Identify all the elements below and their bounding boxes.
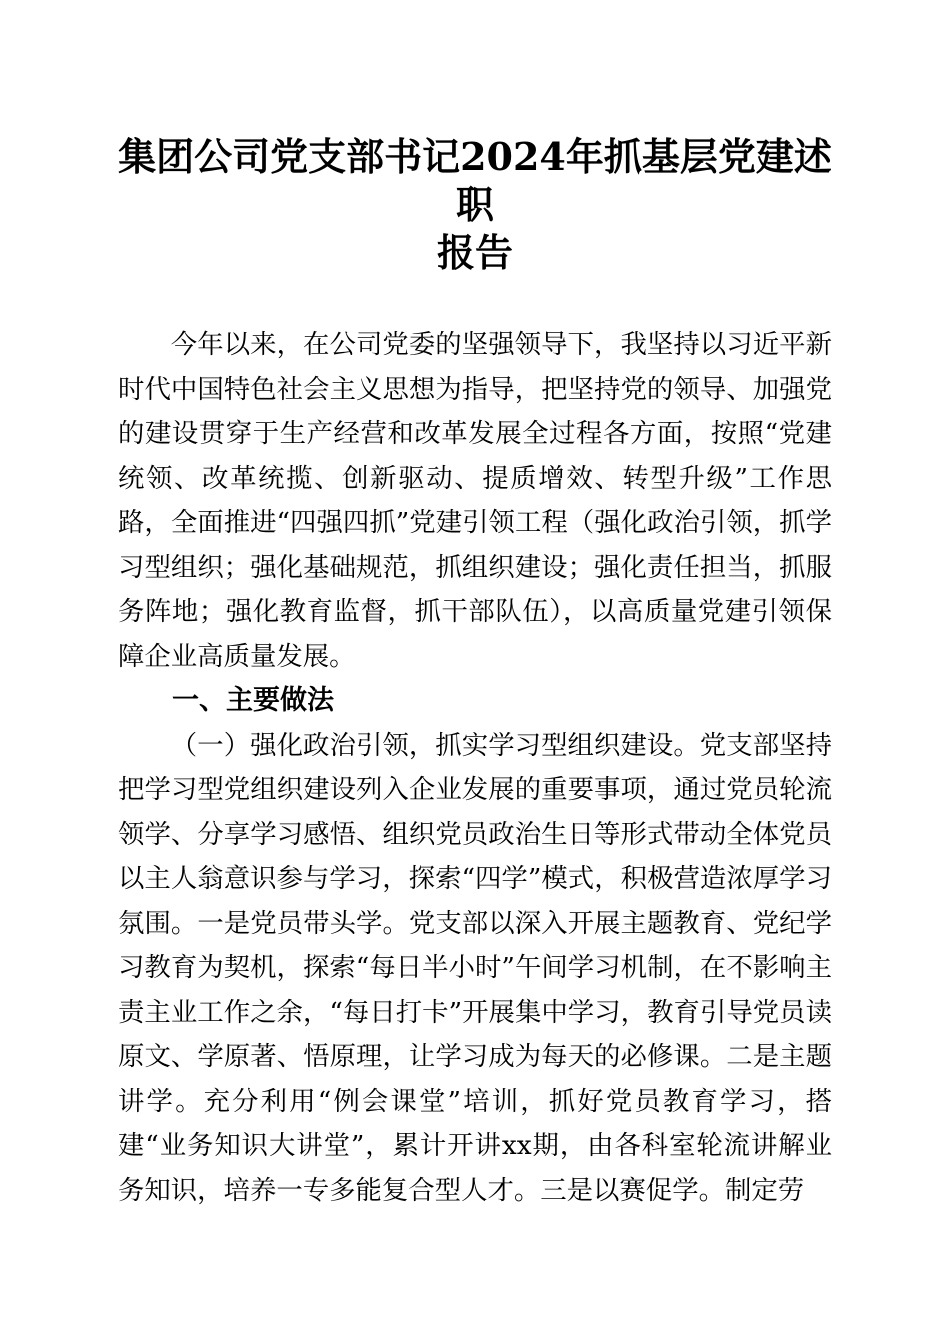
section-heading-main-practices: 一、主要做法 <box>172 685 334 716</box>
document-title-line-2: 报告 <box>436 230 513 275</box>
document-title-line-1: 集团公司党支部书记2024年抓基层党建述职 <box>118 134 832 227</box>
intro-paragraph: 今年以来，在公司党委的坚强领导下，我坚持以习近平新时代中国特色社会主义思想为指导，把坚持党的领导、加强党的建设贯穿于生产经营和改革发展全过程各方面，按照“党建统领、改革统揽、创新驱动、提质增效、转型升级”工作思路，全面推进“四强四抓”党建引领工程（强化政治引领，抓学习型组织；强化基础规范，抓组织建设；强化责任担当，抓服务阵地；强化教育监督，抓干部队伍），以高质量党建引领保障企业高质量发展。 <box>118 329 832 672</box>
document-title <box>118 133 832 277</box>
section-paragraph-political-leadership: （一）强化政治引领，抓实学习型组织建设。党支部坚持把学习型党组织建设列入企业发展的重要事项，通过党员轮流领学、分享学习感悟、组织党员政治生日等形式带动全体党员以主人翁意识参与学习，探索“四学”模式，积极营造浓厚学习氛围。一是党员带头学。党支部以深入开展主题教育、党纪学习教育为契机，探索“每日半小时”午间学习机制，在不影响主责主业工作之余，“每日打卡”开展集中学习，教育引导党员读原文、学原著、悟原理，让学习成为每天的必修课。二是主题讲学。充分利用“例会课堂”培训，抓好党员教育学习，搭建“业务知识大讲堂”，累计开讲xx期，由各科室轮流讲解业务知识，培养一专多能复合型人才。三是以赛促学。制定劳 <box>118 729 832 1206</box>
